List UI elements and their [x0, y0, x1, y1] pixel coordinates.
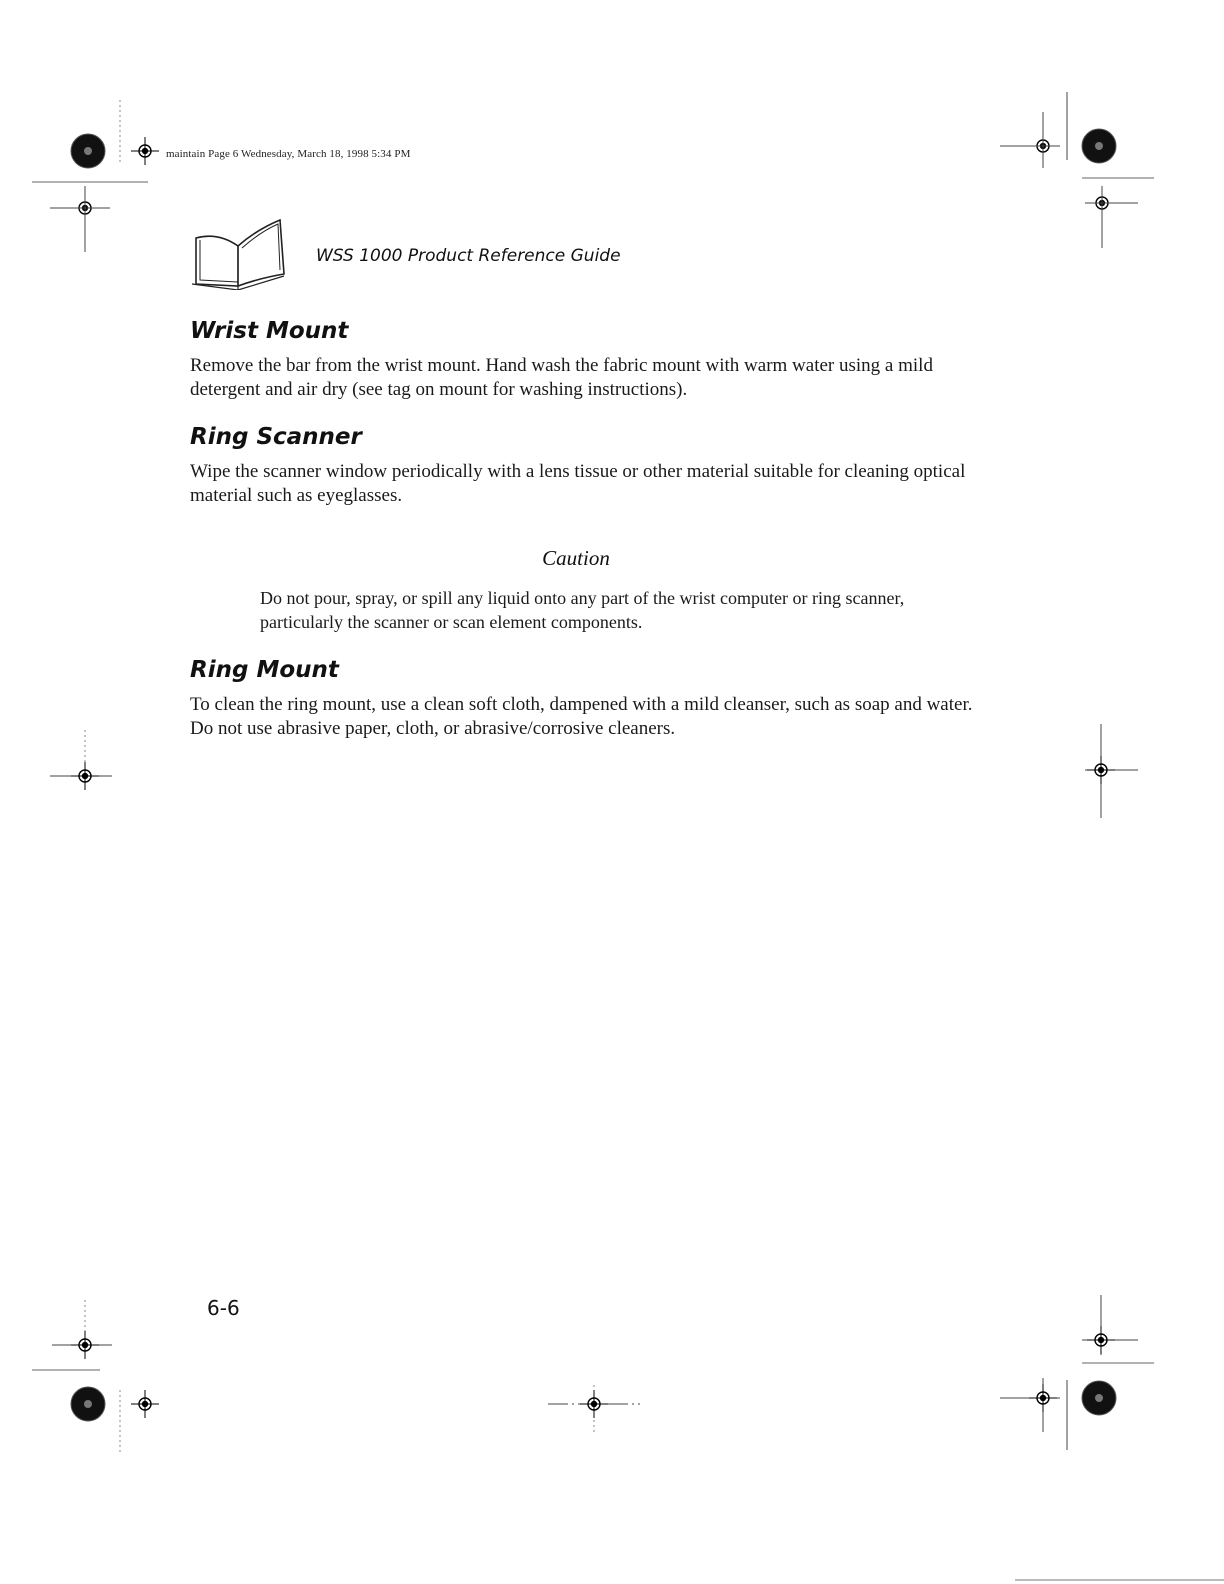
registration-cross-icon	[131, 1390, 159, 1418]
registration-star-icon	[71, 134, 105, 168]
section-heading-wrist-mount: Wrist Mount	[190, 318, 349, 344]
section-body-ring-mount: To clean the ring mount, use a clean soft cloth, dampened with a mild cleanser, such as soap and water. Do not use abrasive paper, cloth, or abrasive/corrosive cleaners.	[190, 694, 973, 739]
open-book-icon	[190, 218, 286, 290]
section-body-ring-scanner: Wipe the scanner window periodically with a lens tissue or other material suitable for cleaning optical material such as eyeglasses.	[190, 461, 966, 506]
registration-cross-icon	[71, 1331, 99, 1359]
registration-cross-icon	[1087, 1326, 1115, 1354]
registration-cross-icon	[1029, 1384, 1057, 1412]
registration-star-icon	[1082, 129, 1116, 163]
registration-cross-icon	[1087, 756, 1115, 784]
caution-text: Do not pour, spray, or spill any liquid onto any part of the wrist computer or ring scanner, particularly the scanner or scan element components.	[260, 588, 905, 632]
section-heading-ring-scanner: Ring Scanner	[190, 424, 362, 450]
registration-star-icon	[71, 1387, 105, 1421]
section-body-wrist-mount: Remove the bar from the wrist mount. Hand wash the fabric mount with warm water using a mild detergent and air dry (see tag on mount for washing instructions).	[190, 355, 933, 400]
registration-star-icon	[1082, 1381, 1116, 1415]
caution-title: Caution	[542, 546, 610, 570]
running-header-title: WSS 1000 Product Reference Guide	[316, 246, 621, 266]
registration-cross-icon	[131, 137, 159, 165]
section-heading-ring-mount: Ring Mount	[190, 657, 339, 683]
print-slug-line: maintain Page 6 Wednesday, March 18, 1998 5:34 PM	[166, 148, 411, 160]
page-number: 6-6	[207, 1296, 240, 1320]
registration-cross-icon	[71, 762, 99, 790]
registration-cross-icon	[580, 1390, 608, 1418]
